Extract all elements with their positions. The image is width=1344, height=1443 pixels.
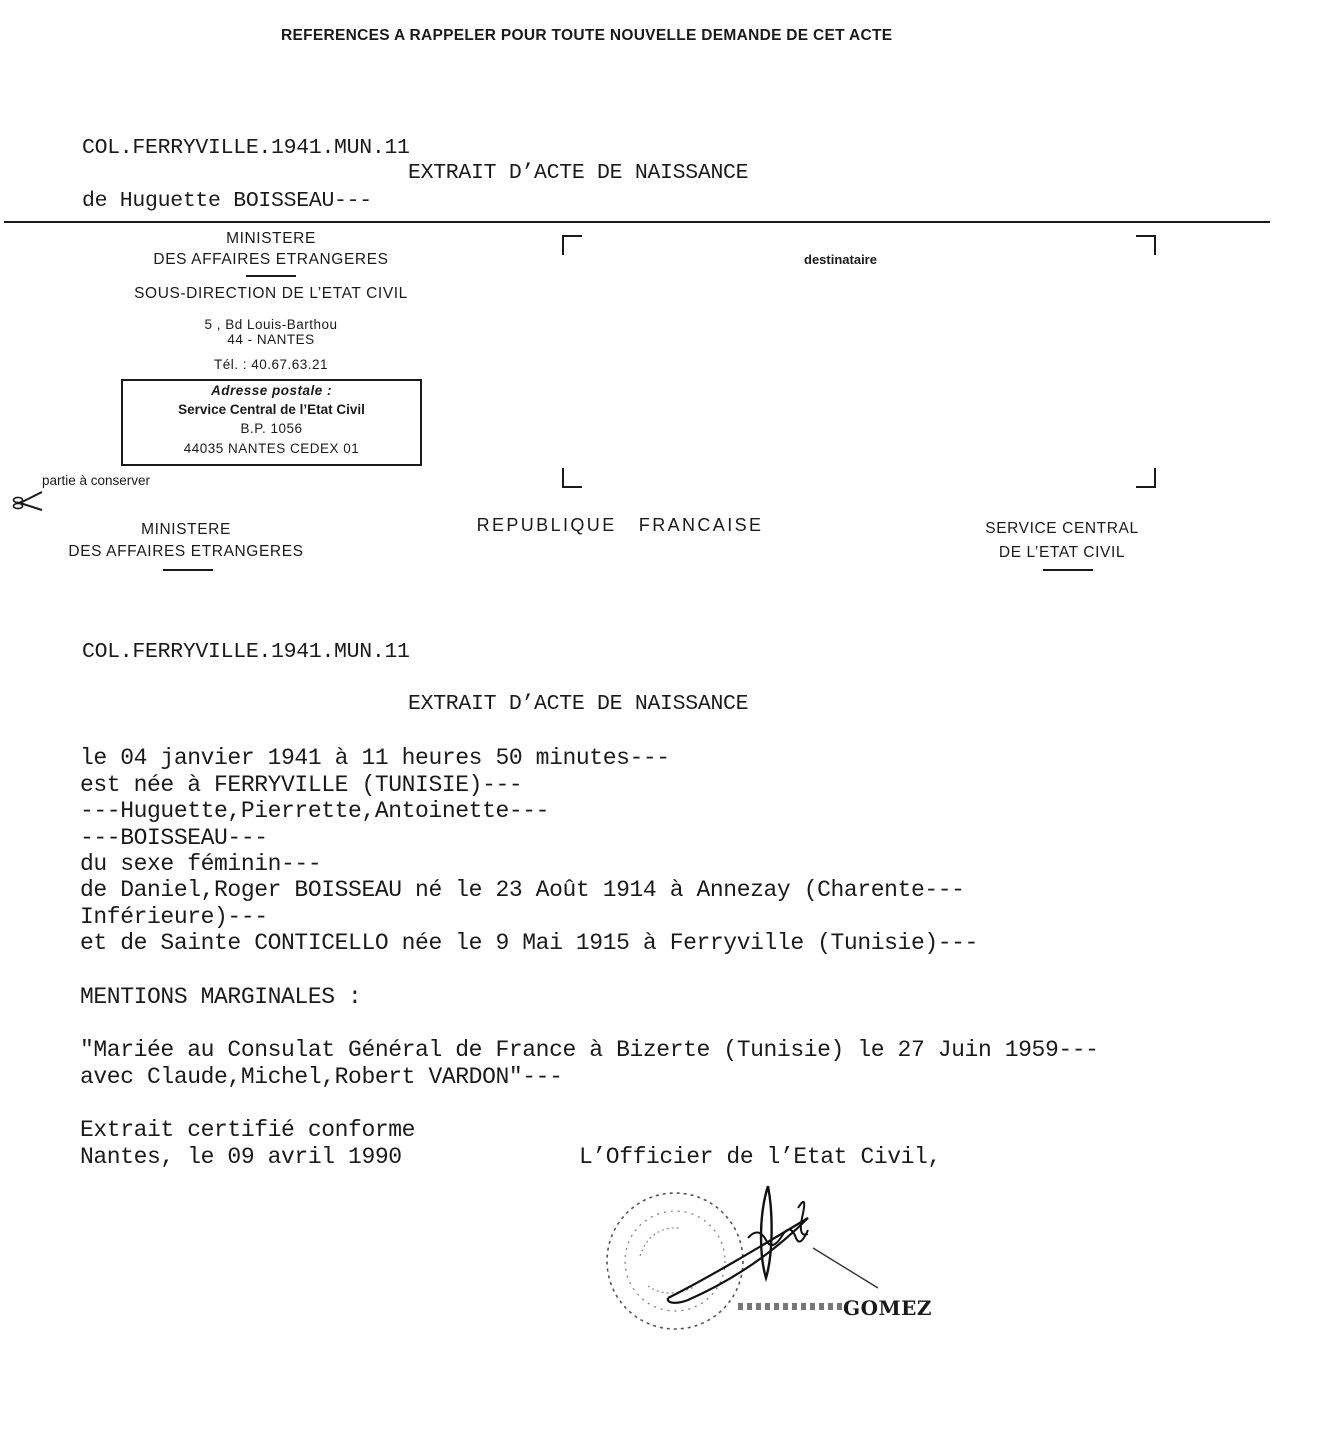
act-line-7: Inférieure)--- xyxy=(80,904,268,930)
scissors-icon xyxy=(4,470,44,519)
act-line-8: et de Sainte CONTICELLO née le 9 Mai 1915 à Ferryville (Tunisie)--- xyxy=(80,930,978,956)
act-title: EXTRAIT D’ACTE DE NAISSANCE xyxy=(408,692,749,716)
sender-ministry-line1: MINISTERE xyxy=(226,230,316,247)
signatory-name: GOMEZ xyxy=(843,1296,932,1320)
act-line-2: est née à FERRYVILLE (TUNISIE)--- xyxy=(80,772,523,798)
recipient-corner-bottom-left xyxy=(562,468,582,488)
reference-notice: REFERENCES A RAPPELER POUR TOUTE NOUVELLE DEMANDE DE CET ACTE xyxy=(281,27,893,44)
stub-subject: de Huguette BOISSEAU--- xyxy=(82,189,372,213)
act-line-6: de Daniel,Roger BOISSEAU né le 23 Août 1914 à Annezay (Charente--- xyxy=(80,877,965,903)
mention-line-1: "Mariée au Consulat Général de France à Bizerte (Tunisie) le 27 Juin 1959--- xyxy=(80,1037,1099,1063)
sender-ministry-line2: DES AFFAIRES ETRANGERES xyxy=(153,251,389,268)
act-reference: COL.FERRYVILLE.1941.MUN.11 xyxy=(82,640,410,664)
postal-label: Adresse postale : xyxy=(210,383,333,398)
letterhead-right-line2: DE L’ETAT CIVIL xyxy=(998,544,1126,561)
signature-icon xyxy=(640,1160,888,1313)
act-line-1: le 04 janvier 1941 à 11 heures 50 minutes--- xyxy=(80,745,670,771)
recipient-label: destinataire xyxy=(804,252,877,267)
stub-act-title: EXTRAIT D’ACTE DE NAISSANCE xyxy=(408,161,749,185)
recipient-corner-top-left xyxy=(562,235,582,255)
letterhead-left-line1: MINISTERE xyxy=(141,521,231,538)
postal-service: Service Central de l’Etat Civil xyxy=(178,402,365,417)
stub-reference: COL.FERRYVILLE.1941.MUN.11 xyxy=(82,136,410,160)
act-line-3: ---Huguette,Pierrette,Antoinette--- xyxy=(80,798,550,824)
letterhead-right-rule xyxy=(1043,569,1093,571)
sender-phone: Tél. : 40.67.63.21 xyxy=(213,357,329,372)
letterhead-left-line2: DES AFFAIRES ETRANGERES xyxy=(68,543,304,560)
sender-rule xyxy=(246,275,296,277)
sender-subdirection: SOUS-DIRECTION DE L’ETAT CIVIL xyxy=(134,285,408,302)
place-date: Nantes, le 09 avril 1990 xyxy=(80,1144,402,1170)
mentions-title: MENTIONS MARGINALES : xyxy=(80,984,362,1010)
certified-text: Extrait certifié conforme xyxy=(80,1117,416,1143)
postal-city: 44035 NANTES CEDEX 01 xyxy=(183,441,360,456)
signatory-given-name-scribble xyxy=(738,1303,842,1310)
mention-line-2: avec Claude,Michel,Robert VARDON"--- xyxy=(80,1064,563,1090)
officer-title: L’Officier de l’Etat Civil, xyxy=(579,1144,941,1170)
act-line-4: ---BOISSEAU--- xyxy=(80,825,268,851)
recipient-corner-top-right xyxy=(1136,235,1156,255)
recipient-corner-bottom-right xyxy=(1136,468,1156,488)
letterhead-right-line1: SERVICE CENTRAL xyxy=(985,520,1139,537)
stub-divider xyxy=(4,221,1270,223)
sender-address-line1: 5 , Bd Louis-Barthou xyxy=(204,317,338,332)
letterhead-left-rule xyxy=(163,569,213,571)
letterhead-center: REPUBLIQUE FRANCAISE xyxy=(476,515,764,535)
sender-address-line2: 44 - NANTES xyxy=(227,332,315,347)
act-line-5: du sexe féminin--- xyxy=(80,851,322,877)
cut-label: partie à conserver xyxy=(42,473,151,488)
postal-bp: B.P. 1056 xyxy=(240,421,303,436)
